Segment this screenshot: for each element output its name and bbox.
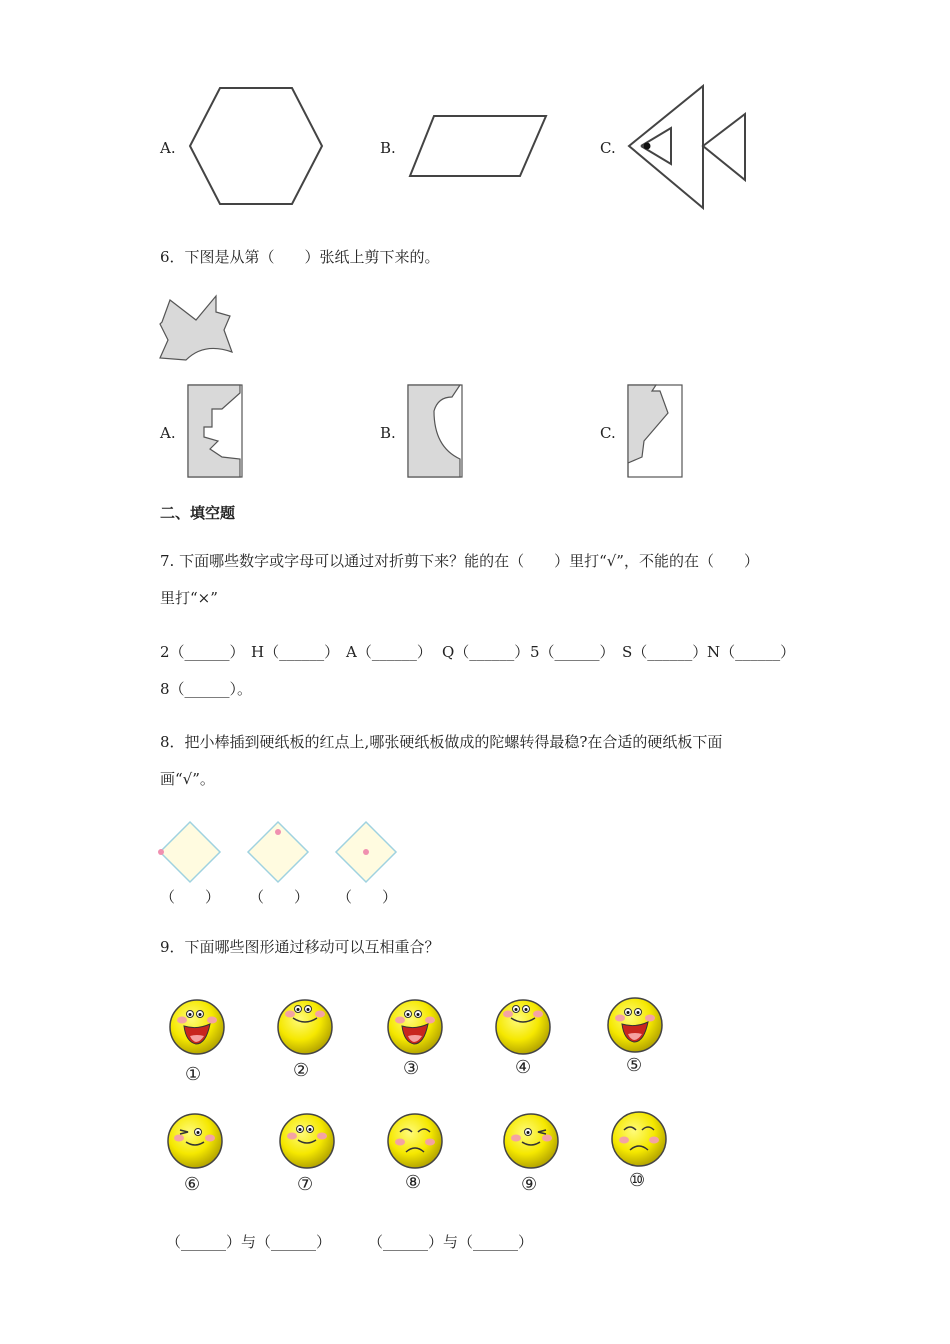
q7-line1: 7. 下面哪些数字或字母可以通过对折剪下来？能的在（ ）里打“√”，不能的在（ ） bbox=[160, 552, 759, 570]
q6-option-b-label: B. bbox=[380, 424, 396, 442]
smiley-face-4-icon bbox=[494, 998, 552, 1056]
paper-c-icon bbox=[626, 383, 684, 479]
face-2-label: ② bbox=[293, 1060, 310, 1081]
hexagon-icon bbox=[188, 86, 324, 206]
q5-option-a-label: A. bbox=[160, 139, 176, 157]
q7-blank-a[interactable]: A（______） bbox=[346, 643, 432, 661]
q7-blank-5[interactable]: 5（______） bbox=[530, 643, 615, 661]
face-3-label: ③ bbox=[403, 1058, 420, 1079]
q9-answer-1[interactable]: （______）与（______） bbox=[166, 1233, 332, 1251]
q6-option-a-label: A. bbox=[160, 424, 176, 442]
q6-option-c-label: C. bbox=[600, 424, 616, 442]
smiley-face-7-icon bbox=[278, 1112, 336, 1170]
paper-a-icon bbox=[186, 383, 244, 479]
parallelogram-icon bbox=[408, 114, 548, 178]
q5-option-c-label: C. bbox=[600, 139, 616, 157]
q8-blank-2[interactable]: （ ） bbox=[249, 888, 310, 906]
face-9-label: ⑨ bbox=[521, 1174, 538, 1195]
q8-blank-3[interactable]: （ ） bbox=[337, 888, 398, 906]
q9-prompt: 9．下面哪些图形通过移动可以互相重合？ bbox=[160, 938, 440, 956]
face-8-label: ⑧ bbox=[405, 1172, 422, 1193]
face-10-label: ⑩ bbox=[629, 1170, 646, 1191]
card-3-icon bbox=[334, 820, 398, 884]
smiley-face-2-icon bbox=[276, 998, 334, 1056]
q7-line2: 里打“×” bbox=[160, 589, 218, 607]
fish-icon bbox=[627, 84, 749, 212]
q8-line2: 画“√”。 bbox=[160, 770, 215, 788]
smiley-face-1-icon bbox=[168, 998, 226, 1056]
q7-blank-s[interactable]: S（______） bbox=[622, 643, 708, 661]
q7-blank-8[interactable]: 8（______）。 bbox=[160, 680, 253, 698]
section-title: 二、填空题 bbox=[160, 504, 236, 522]
q6-prompt: 6．下图是从第（ ）张纸上剪下来的。 bbox=[160, 248, 440, 266]
face-7-label: ⑦ bbox=[297, 1174, 314, 1195]
face-6-label: ⑥ bbox=[184, 1174, 201, 1195]
q7-blank-2[interactable]: 2（______） bbox=[160, 643, 245, 661]
smiley-face-3-icon bbox=[386, 998, 444, 1056]
face-4-label: ④ bbox=[515, 1057, 532, 1078]
card-1-icon bbox=[158, 820, 222, 884]
sad-face-8-icon bbox=[386, 1112, 444, 1170]
face-5-label: ⑤ bbox=[626, 1055, 643, 1076]
paper-b-icon bbox=[406, 383, 464, 479]
q9-answer-2[interactable]: （______）与（______） bbox=[368, 1233, 534, 1251]
smiley-face-5-icon bbox=[606, 996, 664, 1054]
sad-face-10-icon bbox=[610, 1110, 668, 1168]
cut-shape-icon bbox=[158, 294, 236, 362]
smiley-face-6-icon bbox=[166, 1112, 224, 1170]
q8-line1: 8．把小棒插到硬纸板的红点上,哪张硬纸板做成的陀螺转得最稳?在合适的硬纸板下面 bbox=[160, 733, 723, 751]
q7-blank-n[interactable]: N（______） bbox=[707, 643, 796, 661]
smiley-face-9-icon bbox=[502, 1112, 560, 1170]
q7-blank-h[interactable]: H（______） bbox=[251, 643, 340, 661]
face-1-label: ① bbox=[185, 1064, 202, 1085]
q5-option-b-label: B. bbox=[380, 139, 396, 157]
q8-blank-1[interactable]: （ ） bbox=[160, 888, 221, 906]
card-2-icon bbox=[246, 820, 310, 884]
q7-blank-q[interactable]: Q（______） bbox=[442, 643, 530, 661]
